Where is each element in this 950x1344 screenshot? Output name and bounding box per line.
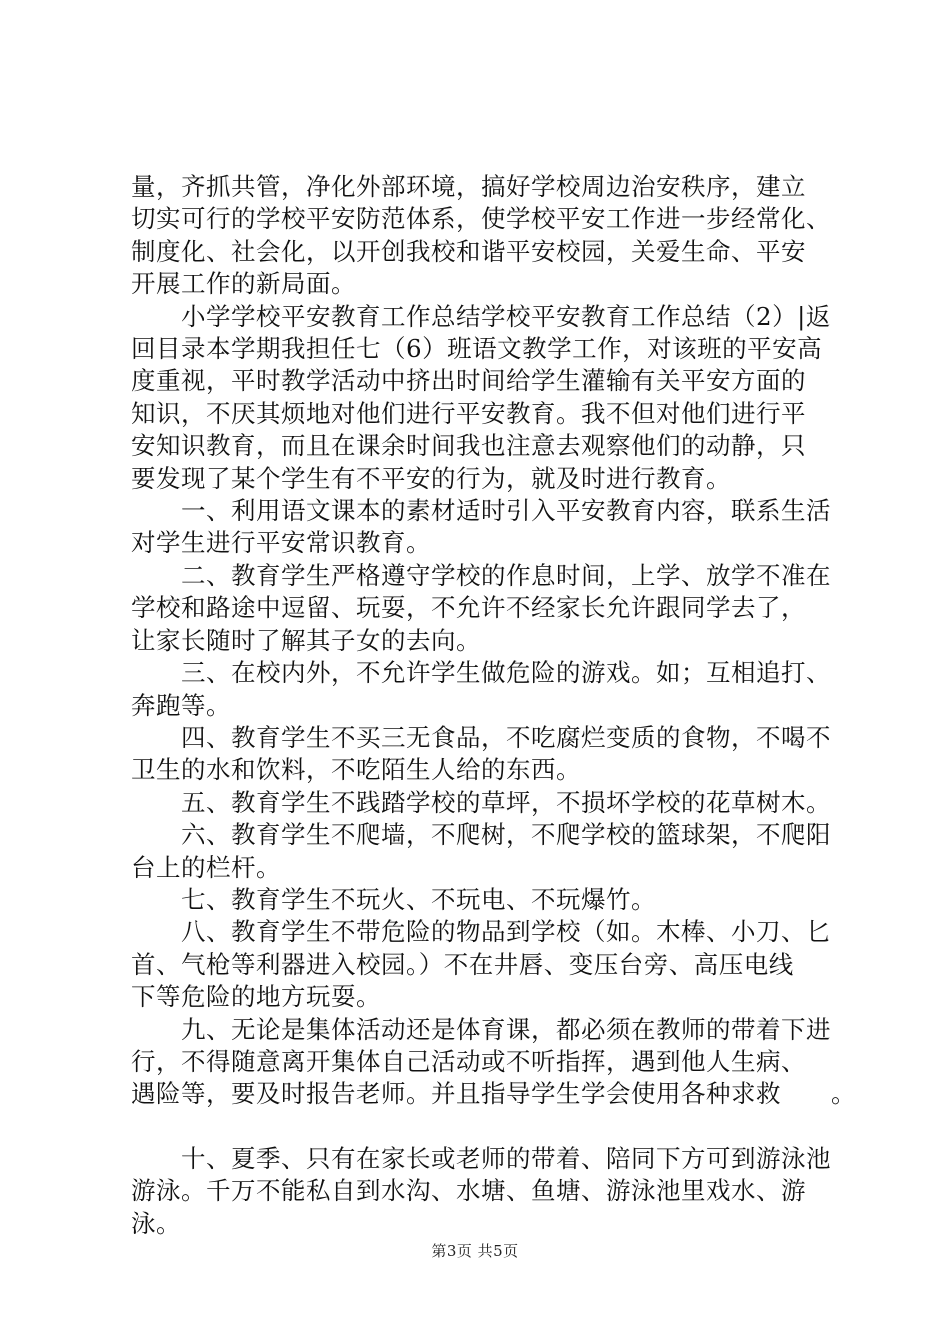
text-line: 三、在校内外，不允许学生做危险的游戏。如；互相追打、 — [181, 658, 831, 688]
text-line: 度重视，平时教学活动中挤出时间给学生灌输有关平安方面的 — [131, 366, 806, 396]
text-line: 学校和路途中逗留、玩耍，不允许不经家长允许跟同学去了， — [131, 593, 806, 623]
text-line: 行，不得随意离开集体自己活动或不听指挥，遇到他人生病、 — [131, 1046, 806, 1076]
paragraph-summary-title — [131, 301, 831, 495]
text-line: 要发现了某个学生有不平安的行为，就及时进行教育。 — [131, 463, 731, 493]
text-line: 八、教育学生不带危险的物品到学校（如。木棒、小刀、匕 — [181, 917, 831, 947]
text-line: 奔跑等。 — [131, 690, 231, 720]
text-line: 回目录本学期我担任七（6）班语文教学工作，对该班的平安高 — [131, 334, 823, 364]
text-line: 对学生进行平安常识教育。 — [131, 528, 431, 558]
text-line: 游泳。千万不能私自到水沟、水塘、鱼塘、游泳池里戏水、游 — [131, 1176, 806, 1206]
paragraph-intro-continuation — [131, 171, 831, 301]
text-line: 五、教育学生不践踏学校的草坪，不损坏学校的花草树木。 — [181, 787, 831, 817]
paragraph-item-7 — [131, 884, 831, 916]
text-line: 泳。 — [131, 1208, 181, 1238]
text-line: 切实可行的学校平安防范体系，使学校平安工作进一步经常化、 — [131, 204, 831, 234]
paragraph-item-6 — [131, 819, 831, 884]
text-line: 小学学校平安教育工作总结学校平安教育工作总结（2）|返 — [181, 301, 831, 331]
text-line: 九、无论是集体活动还是体育课，都必须在教师的带着下进 — [181, 1014, 831, 1044]
text-line: 台上的栏杆。 — [131, 852, 281, 882]
paragraph-item-8 — [131, 916, 831, 1013]
text-line: 首、气枪等利器进入校园。）不在井唇、变压台旁、高压电线 — [131, 949, 794, 979]
paragraph-item-1 — [131, 495, 831, 560]
text-line: 二、教育学生严格遵守学校的作息时间，上学、放学不准在 — [181, 560, 831, 590]
text-line: 安知识教育，而且在课余时间我也注意去观察他们的动静，只 — [131, 431, 806, 461]
text-line: 制度化、社会化，以开创我校和谐平安校园，关爱生命、平安 — [131, 236, 806, 266]
paragraph-item-10 — [131, 1143, 831, 1240]
paragraph-item-3 — [131, 657, 831, 722]
text-line: 开展工作的新局面。 — [131, 269, 356, 299]
paragraph-item-2 — [131, 560, 831, 657]
paragraph-item-4 — [131, 722, 831, 787]
text-line: 下等危险的地方玩耍。 — [131, 982, 381, 1012]
text-line: 卫生的水和饮料，不吃陌生人给的东西。 — [131, 755, 581, 785]
text-line: 四、教育学生不买三无食品，不吃腐烂变质的食物，不喝不 — [181, 722, 831, 752]
text-line: 知识，不厌其烦地对他们进行平安教育。我不但对他们进行平 — [131, 398, 806, 428]
text-line: 一、利用语文课本的素材适时引入平安教育内容，联系生活 — [181, 496, 831, 526]
text-line: 遇险等，要及时报告老师。并且指导学生学会使用各种求救 。 — [131, 1079, 856, 1109]
text-line: 七、教育学生不玩火、不玩电、不玩爆竹。 — [181, 884, 656, 914]
text-line: 六、教育学生不爬墙，不爬树，不爬学校的篮球架，不爬阳 — [181, 820, 831, 850]
page-number-footer: 第3页 共5页 — [431, 1242, 519, 1260]
document-body — [131, 171, 856, 1240]
text-line: 十、夏季、只有在家长或老师的带着、陪同下方可到游泳池 — [181, 1143, 831, 1173]
paragraph-item-5 — [131, 787, 831, 819]
text-line: 让家长随时了解其子女的去向。 — [131, 625, 481, 655]
paragraph-item-9 — [131, 1014, 856, 1111]
text-line: 量，齐抓共管，净化外部环境，搞好学校周边治安秩序，建立 — [131, 172, 806, 201]
